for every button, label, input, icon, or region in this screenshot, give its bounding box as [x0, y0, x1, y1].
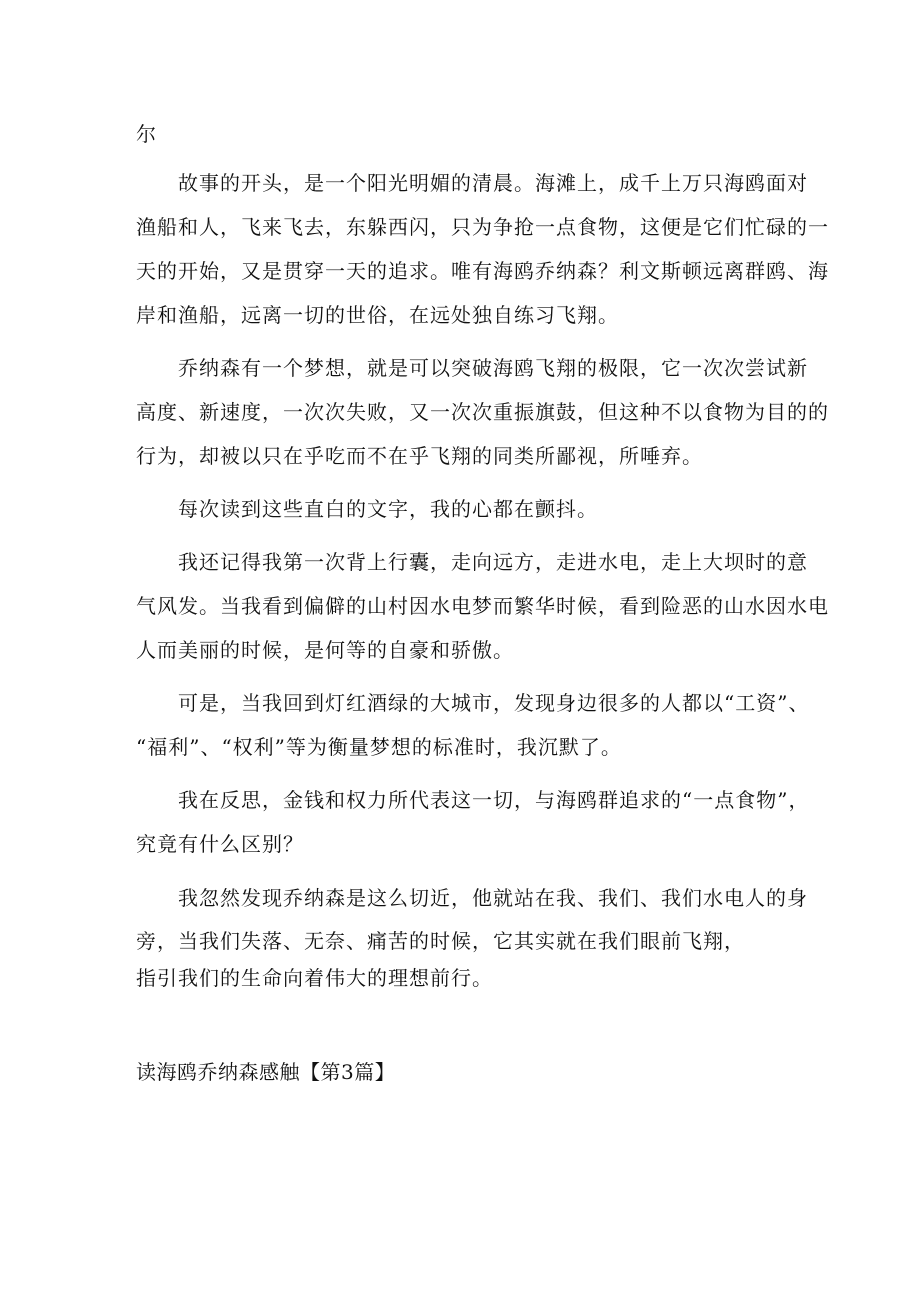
paragraph-4-line-3: 人而美丽的时候，是何等的自豪和骄傲。 — [136, 638, 514, 662]
paragraph-1-line-1: 故事的开头，是一个阳光明媚的清晨。海滩上，成千上万只海鸥面对 — [178, 171, 808, 195]
paragraph-7-line-2: 旁，当我们失落、无奈、痛苦的时候，它其实就在我们眼前飞翔， — [136, 929, 745, 953]
paragraph-1-line-4: 岸和渔船，远离一切的世俗，在远处独自练习飞翔。 — [136, 303, 619, 327]
paragraph-5-line-1: 可是，当我回到灯红酒绿的大城市，发现身边很多的人都以“工资”、 — [178, 691, 810, 715]
paragraph-2-line-2: 高度、新速度，一次次失败，又一次次重振旗鼓，但这种不以食物为目的的 — [136, 400, 829, 424]
paragraph-4-line-2: 气风发。当我看到偏僻的山村因水电梦而繁华时候，看到险恶的山水因水电 — [136, 594, 829, 618]
paragraph-7-line-1: 我忽然发现乔纳森是这么切近，他就站在我、我们、我们水电人的身 — [178, 886, 808, 910]
paragraph-3-line-1: 每次读到这些直白的文字，我的心都在颤抖。 — [178, 497, 598, 521]
paragraph-2-line-1: 乔纳森有一个梦想，就是可以突破海鸥飞翔的极限，它一次次尝试新 — [178, 356, 808, 380]
paragraph-1-line-2: 渔船和人，飞来飞去，东躲西闪，只为争抢一点食物，这便是它们忙碌的一 — [136, 215, 829, 239]
paragraph-6-line-2: 究竟有什么区别？ — [136, 832, 304, 856]
paragraph-7-line-3: 指引我们的生命向着伟大的理想前行。 — [136, 966, 493, 990]
paragraph-2-line-3: 行为，却被以只在乎吃而不在乎飞翔的同类所鄙视，所唾弃。 — [136, 444, 703, 468]
paragraph-5-line-2: “福利”、“权利”等为衡量梦想的标准时，我沉默了。 — [136, 735, 622, 759]
text-line-continuation: 尔 — [136, 122, 157, 146]
section-heading: 读海鸥乔纳森感触【第3篇】 — [136, 1060, 396, 1084]
paragraph-1-line-3: 天的开始，又是贯穿一天的追求。唯有海鸥乔纳森？利文斯顿远离群鸥、海 — [136, 259, 829, 283]
paragraph-4-line-1: 我还记得我第一次背上行囊，走向远方，走进水电，走上大坝时的意 — [178, 550, 808, 574]
paragraph-6-line-1: 我在反思，金钱和权力所代表这一切，与海鸥群追求的“一点食物”， — [178, 788, 810, 812]
